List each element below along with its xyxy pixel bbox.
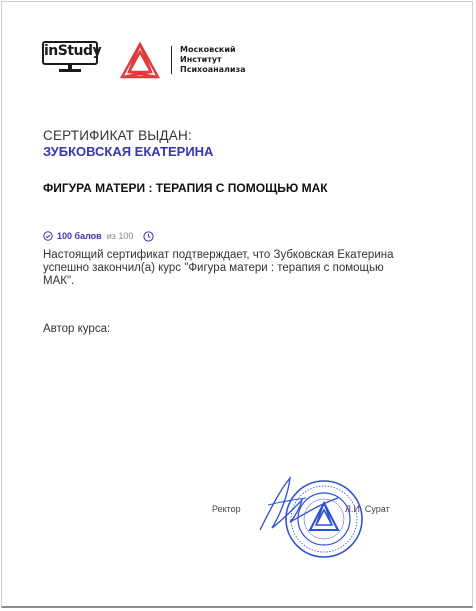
instudy-logo xyxy=(42,41,100,75)
institute-triangle-logo xyxy=(120,42,160,80)
clock-icon xyxy=(143,231,154,242)
rector-name: Л.И. Сурат xyxy=(345,504,390,514)
rector-signature xyxy=(250,470,360,540)
score-max: из 100 xyxy=(106,231,134,241)
author-label: Автор курса: xyxy=(43,323,111,335)
certificate-frame xyxy=(1,1,473,608)
logo-divider xyxy=(171,46,172,74)
recipient-name: ЗУБКОВСКАЯ ЕКАТЕРИНА xyxy=(43,144,214,159)
course-title: ФИГУРА МАТЕРИ : ТЕРАПИЯ С ПОМОЩЬЮ МАК xyxy=(43,181,328,195)
certificate-description: Настоящий сертификат подтверждает, что Зубковская Екатерина успешно закончил(а) курс "Фигура матери : терапия с помощью МАК". xyxy=(43,249,394,287)
score-value: 100 балов xyxy=(57,231,102,241)
score-row xyxy=(43,230,154,242)
issued-label: СЕРТИФИКАТ ВЫДАН: xyxy=(43,128,192,143)
rector-label: Ректор xyxy=(212,504,241,514)
instudy-logo-text: inStudy xyxy=(44,43,102,59)
check-circle-icon xyxy=(43,231,53,241)
institute-name: Московский Институт Психоанализа xyxy=(180,45,246,74)
